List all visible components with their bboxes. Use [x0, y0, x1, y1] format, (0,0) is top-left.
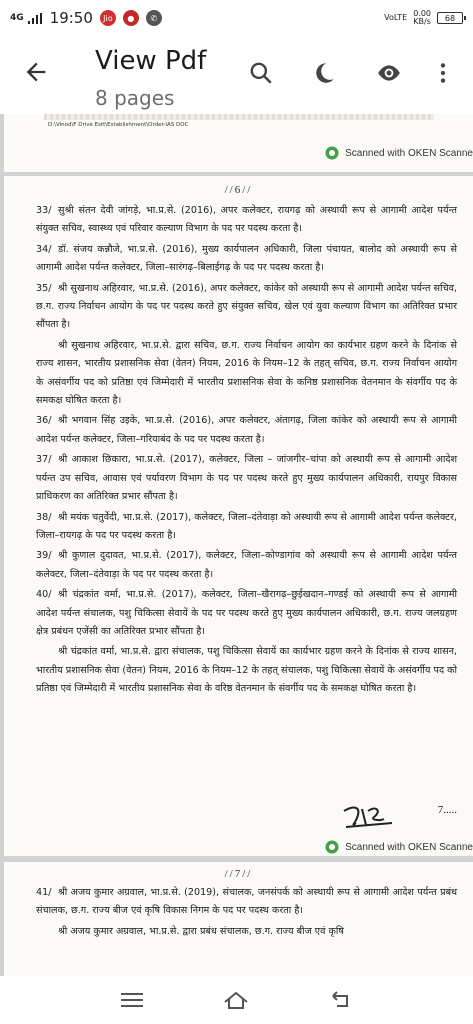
scanner-watermark	[325, 840, 473, 854]
night-mode-icon[interactable]	[311, 60, 337, 86]
menu-icon	[121, 992, 143, 1008]
search-icon[interactable]	[248, 60, 274, 86]
order-number: 36/	[36, 415, 52, 427]
pdf-page-7	[4, 862, 473, 976]
network-indicator: 4G	[10, 12, 24, 23]
eye-icon[interactable]	[376, 60, 402, 86]
order-number: 34/	[36, 243, 52, 255]
pdf-page-previous	[4, 114, 473, 172]
page-marker: //7//	[224, 868, 253, 880]
order-number: 33/	[36, 205, 52, 216]
scanned-edge	[44, 114, 434, 120]
page-count: 8 pages	[95, 86, 175, 110]
order-text: श्री कुणाल दुदावत, भा.प्र.से. (2017), कलेक्टर, जिला–कोण्डागांव को अस्थायी रूप से आगामी आदेश पर्यन्त कलेक्टर, जिला–दंतेवाड़ा के पद पर पदस्थ करता है।	[36, 550, 457, 580]
order-paragraph-35	[36, 280, 457, 335]
status-bar-right	[384, 10, 463, 26]
order-text: श्री अजय कुमार अग्रवाल, भा.प्र.से. द्वारा प्रबंध संचालक, छ.ग. राज्य बीज एवं कृषि	[58, 925, 344, 937]
next-page-reference: 7.....	[437, 804, 457, 816]
oken-scanner-icon	[325, 146, 339, 160]
order-text: श्री सुखनाथ अहिरवार, भा.प्र.से. द्वारा सचिव, छ.ग. राज्य निर्वाचन आयोग का कार्यभार ग्रहण करने के दिनांक से राज्य शासन, भारतीय प्रशासनिक सेवा (वेतन) नियम, 2016 के नियम–12 के तहत् सचिव, छ.ग. राज्य निर्वाचन आयोग के असंवर्गीय पद को प्रतिष्ठा एवं जिम्मेदारी में भारतीय प्रशासनिक सेवा के कनिष्ठ प्रशासनिक वेतनमान के संवर्गीय पद के समकक्ष घोषित करता है।	[36, 339, 457, 407]
order-paragraph-39	[36, 547, 457, 584]
order-paragraph-33	[36, 202, 457, 239]
page-7-body	[4, 880, 473, 941]
volte-indicator: VoLTE	[384, 13, 408, 22]
order-paragraph-35-note	[36, 337, 457, 411]
order-text: श्री आकाश छिकारा, भा.प्र.से. (2017), कलेक्टर, जिला – जांजगीर–चांपा को अस्थायी रूप से आगामी आदेश पर्यन्त उप सचिव, आवास एवं पर्यावरण विभाग के पद पर पदस्थ करते हुए मुख्य कार्यपालन अधिकारी, रायपुर विकास प्राधिकरण का अतिरिक्त प्रभार सौंपता है।	[36, 454, 457, 503]
speed-unit: KB/s	[413, 17, 431, 26]
network-speed	[413, 10, 431, 26]
system-back-icon	[329, 990, 353, 1010]
order-paragraph-41	[36, 884, 457, 921]
speed-value: 0.00	[413, 9, 431, 18]
order-text: श्री चंद्रकांत वर्मा, भा.प्र.से. द्वारा संचालक, पशु चिकित्सा सेवायें का कार्यभार ग्रहण करने के दिनांक से राज्य शासन, भारतीय प्रशासनिक सेवा (वेतन) नियम, 2016 के नियम–12 के तहत् संचालक, पशु चिकित्सा सेवायें के असंवर्गीय पद को प्रतिष्ठा एवं जिम्मेदारी में भारतीय प्रशासनिक सेवा के वरिष्ठ वेतनमान के संवर्गीय पद के समकक्ष घोषित करता है।	[36, 646, 457, 695]
pdf-page-6	[4, 176, 473, 856]
app-bar	[0, 36, 473, 114]
order-paragraph-37	[36, 451, 457, 506]
order-number: 38/	[36, 511, 52, 523]
order-number: 37/	[36, 454, 52, 466]
status-bar-left	[10, 9, 162, 27]
signal-icon	[28, 13, 42, 24]
home-icon	[223, 990, 249, 1010]
home-button[interactable]	[222, 988, 250, 1012]
scanner-label: Scanned with OKEN Scanne	[345, 841, 473, 853]
notification-app-icon: ●	[123, 10, 139, 26]
scanner-watermark	[325, 146, 473, 160]
order-text: सुश्री संतन देवी जांगड़े, भा.प्र.से. (2016), अपर कलेक्टर, रायगढ़ को अस्थायी रूप से आगामी आदेश पर्यन्त संयुक्त सचिव, स्वास्थ्य एवं परिवार कल्याण विभाग के पद पर पदस्थ करता है।	[36, 205, 457, 235]
order-paragraph-34	[36, 241, 457, 278]
order-text: डॉ. संजय कन्नौजे, भा.प्र.से. (2016), मुख्य कार्यपालन अधिकारी, जिला पंचायत, बालोद को अस्थायी रूप से आगामी आदेश पर्यन्त कलेक्टर, जिला–सारंगढ़–बिलाईगढ़ के पद पर पदस्थ करता है।	[36, 243, 457, 274]
whatsapp-icon: ✆	[146, 10, 162, 26]
order-number: 40/	[36, 589, 52, 601]
order-paragraph-38	[36, 509, 457, 546]
jio-app-icon: Jio	[100, 10, 116, 26]
order-paragraph-40	[36, 586, 457, 641]
document-path: D:\Vinod\F Drive Estt\Establishment\Order-IAS DOC	[48, 122, 189, 128]
page-marker: //6//	[224, 184, 253, 196]
order-text: श्री मयंक चतुर्वेदी, भा.प्र.से. (2017), कलेक्टर, जिला–दंतेवाड़ा को अस्थायी रूप से आगामी आदेश पर्यन्त कलेक्टर, जिला–रायगढ़ के पद पर पदस्थ करता है।	[36, 511, 457, 541]
back-button[interactable]	[327, 988, 355, 1012]
order-number: 41/	[36, 887, 52, 898]
order-text: श्री चंद्रकांत वर्मा, भा.प्र.से. (2017), कलेक्टर, जिला–खैरागढ़–छुईखदान–गण्डई को अस्थायी रूप से आगामी आदेश पर्यन्त संचालक, पशु चिकित्सा सेवायें के पद पर पदस्थ करते हुए मुख्य कार्यपालन अधिकारी, छ.ग. राज्य जलग्रहण क्षेत्र प्रबंधन एजेंसी का अतिरिक्त प्रभार सौंपता है।	[36, 589, 457, 637]
status-bar	[0, 0, 473, 36]
page-6-body	[4, 196, 473, 699]
oken-scanner-icon	[325, 840, 339, 854]
clock: 19:50	[49, 9, 93, 27]
battery-icon	[437, 12, 463, 24]
order-paragraph-36	[36, 412, 457, 449]
order-number: 35/	[36, 282, 52, 294]
signature	[340, 801, 400, 831]
page-title: View Pdf	[95, 46, 207, 76]
order-text: श्री भगवान सिंह उइके, भा.प्र.से. (2016), अपर कलेक्टर, अंतागढ़, जिला कांकेर को अस्थायी रूप से आगामी आदेश पर्यन्त कलेक्टर, जिला–गरियाबंद के पद पर पदस्थ करता है।	[36, 415, 457, 445]
back-arrow-icon[interactable]	[22, 58, 50, 86]
system-nav-bar	[0, 976, 473, 1024]
menu-button[interactable]	[118, 988, 146, 1012]
order-paragraph-41-note	[36, 923, 457, 941]
order-paragraph-40-note	[36, 643, 457, 698]
order-text: श्री अजय कुमार अग्रवाल, भा.प्र.से. (2019), संचालक, जनसंपर्क को अस्थायी रूप से आगामी आदेश पर्यन्त प्रबंध संचालक, छ.ग. राज्य बीज एवं कृषि विकास निगम के पद पर पदस्थ करता है।	[36, 887, 457, 917]
order-number: 39/	[36, 550, 52, 562]
battery-level: 68	[444, 13, 456, 23]
more-vert-icon[interactable]	[430, 60, 456, 86]
order-text: श्री सुखनाथ अहिरवार, भा.प्र.से. (2016), अपर कलेक्टर, कांकेर को अस्थायी रूप से आगामी आदेश पर्यन्त सचिव, छ.ग. राज्य निर्वाचन आयोग के पद पर पदस्थ करते हुए संयुक्त सचिव, खेल एवं युवा कल्याण विभाग का अतिरिक्त प्रभार सौंपता है।	[36, 282, 457, 331]
pdf-viewer[interactable]	[0, 114, 473, 976]
scanner-label: Scanned with OKEN Scanne	[345, 147, 473, 159]
